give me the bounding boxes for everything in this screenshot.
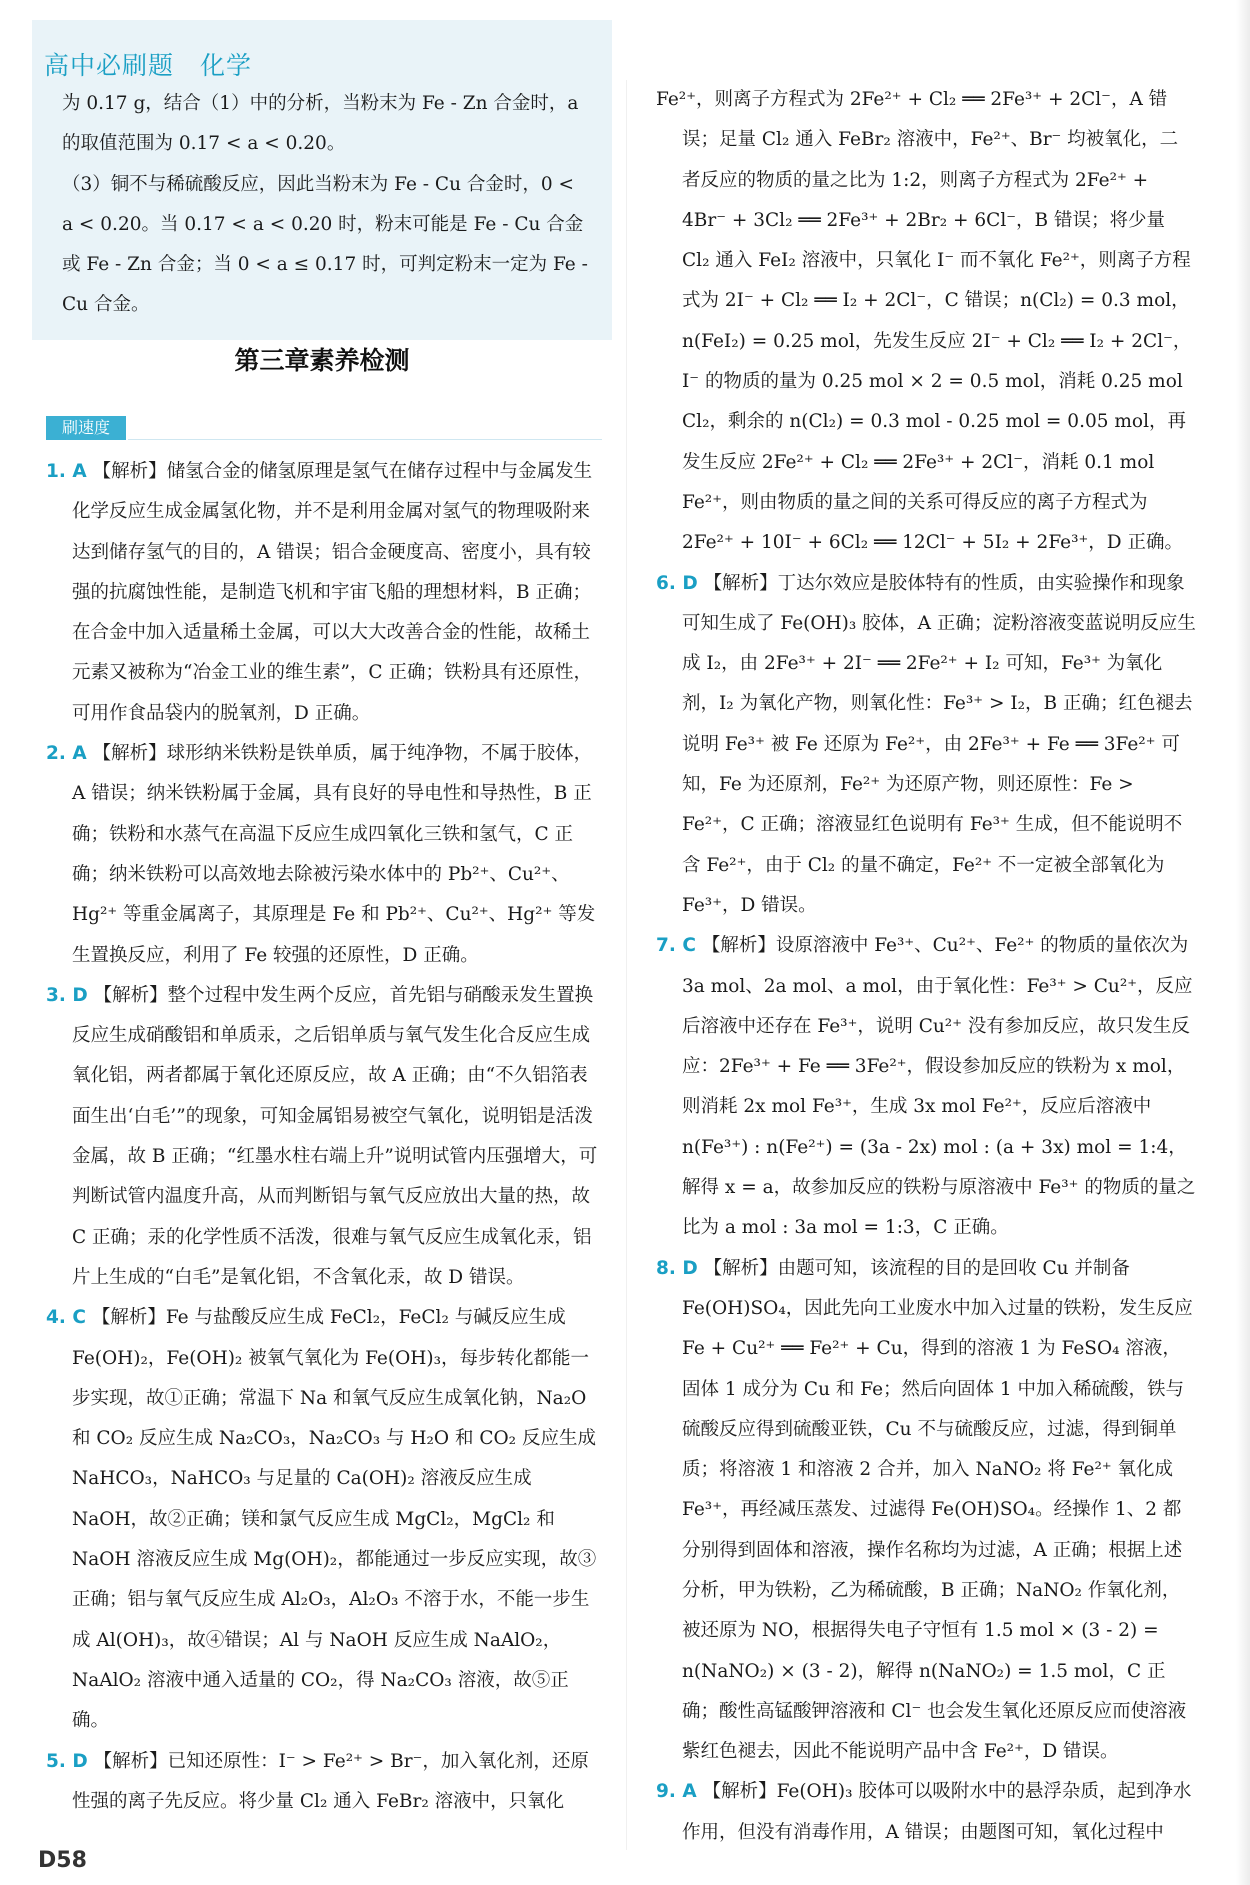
answer-item-7 [656,926,1196,1248]
right-column [656,80,1196,1853]
answer-number: 5. D [46,1750,88,1772]
text-line: 的取值范围为 0.17 < a < 0.20。 [62,133,346,155]
answer-number: 3. D [46,984,88,1006]
answer-text: 【解析】储氢合金的储氢原理是氢气在储存过程中与金属发生化学反应生成金属氢化物，并不是利用金属对氢气的物理吸附来达到储存氢气的目的，A 错误；铝合金硬度高、密度小，具有较强的抗腐蚀性能，是制造飞机和宇宙飞船的理想材料，B 正确；在合金中加入适量稀土金属，可以大大改善合金的性能，故稀土元素又被称为“冶金工业的维生素”，C 正确；铁粉具有还原性，可用作食品袋内的脱氧剂，D 正确。 [72,461,593,724]
chapter-title: 第三章素养检测 [234,346,410,375]
answer-text: 【解析】Fe(OH)₃ 胶体可以吸附水中的悬浮杂质，起到净水作用，但没有消毒作用，A 错误；由题图可知，氧化过程中 [682,1781,1192,1843]
answer-text: 【解析】球形纳米铁粉是铁单质，属于纯净物，不属于胶体，A 错误；纳米铁粉属于金属，具有良好的导电性和导热性，B 正确；铁粉和水蒸气在高温下反应生成四氧化三铁和氢气，C 正确；纳米铁粉可以高效地去除被污染水体中的 Pb²⁺、Cu²⁺、Hg²⁺ 等重金属离子，其原理是 Fe 和 Pb²⁺、Cu²⁺、Hg²⁺ 等发生置换反应，利用了 Fe 较强的还原性，D 正确。 [72,743,596,966]
answer-item-4 [46,1298,602,1741]
answer-number: 9. A [656,1781,697,1803]
section-tag: 刷速度 [46,416,126,440]
answer-item-1 [46,452,602,734]
page-number: D58 [38,1848,87,1873]
text-line: 或 Fe - Zn 合金；当 0 < a ≤ 0.17 时，可判定粉末一定为 Fe - [62,254,588,276]
text-line: a < 0.20。当 0.17 < a < 0.20 时，粉末可能是 Fe - Cu 合金 [62,213,584,235]
answer-number: 2. A [46,743,87,765]
text-line: （3）铜不与稀硫酸反应，因此当粉末为 Fe - Cu 合金时，0 < [62,173,575,195]
answer-number: 6. D [656,572,698,594]
page-header-title: 高中必刷题 化学 [44,51,253,80]
left-column [46,452,602,1822]
answer-item-6 [656,564,1196,927]
answer-text: 【解析】丁达尔效应是胶体特有的性质，由实验操作和现象可知生成了 Fe(OH)₃ 胶体，A 正确；淀粉溶液变蓝说明反应生成 I₂，由 2Fe³⁺ + 2I⁻ ══ 2Fe²⁺ + I₂ 可知，Fe³⁺ 为氧化剂，I₂ 为氧化产物，则氧化性：Fe³⁺ > I₂，B 正确；红色褪去说明 Fe³⁺ 被 Fe 还原为 Fe²⁺，由 2Fe³⁺ + Fe ══ 3Fe²⁺ 可知，Fe 为还原剂，Fe²⁺ 为还原产物，则还原性：Fe > Fe²⁺，C 正确；溶液显红色说明有 Fe³⁺ 生成，但不能说明不含 Fe²⁺，由于 Cl₂ 的量不确定，Fe²⁺ 不一定被全部氧化为 Fe³⁺，D 错误。 [682,572,1196,916]
answer-item-3 [46,976,602,1298]
answer-number: 4. C [46,1307,86,1329]
column-divider [626,80,627,1850]
answer-text: 【解析】已知还原性：I⁻ > Fe²⁺ > Br⁻，加入氧化剂，还原性强的离子先反应。将少量 Cl₂ 通入 FeBr₂ 溶液中，只氧化 [72,1750,589,1812]
answer-number: 1. A [46,461,87,482]
answer-text: 【解析】由题可知，该流程的目的是回收 Cu 并制备 Fe(OH)SO₄，因此先向工业废水中加入过量的铁粉，发生反应 Fe + Cu²⁺ ══ Fe²⁺ + Cu，得到的溶液 1 为 FeSO₄ 溶液，固体 1 成分为 Cu 和 Fe；然后向固体 1 中加入稀硫酸，铁与硫酸反应得到硫酸亚铁，Cu 不与硫酸反应，过滤，得到铜单质；将溶液 1 和溶液 2 合并，加入 NaNO₂ 将 Fe²⁺ 氧化成 Fe³⁺，再经减压蒸发、过滤得 Fe(OH)SO₄。经操作 1、2 都分别得到固体和溶液，操作名称均为过滤，A 正确；根据上述分析，甲为铁粉，乙为稀硫酸，B 正确；NaNO₂ 作氧化剂，被还原为 NO，根据得失电子守恒有 1.5 mol × (3 - 2) = n(NaNO₂) × (3 - 2)，解得 n(NaNO₂) = 1.5 mol，C 正确；酸性高锰酸钾溶液和 Cl⁻ 也会发生氧化还原反应而使溶液紫红色褪去，因此不能说明产品中含 Fe²⁺，D 错误。 [682,1257,1193,1763]
section-divider [128,439,602,440]
answer-item-9 [656,1772,1196,1853]
text-line: Cu 合金。 [62,294,150,316]
answer-text: 【解析】整个过程中发生两个反应，首先铝与硝酸汞发生置换反应生成硝酸铝和单质汞，之后铝单质与氧气发生化合反应生成氧化铝，两者都属于氧化还原反应，故 A 正确；由“不久铝箔表面生出‘白毛’”的现象，可知金属铝易被空气氧化，说明铝是活泼金属，故 B 正确；“红墨水柱右端上升”说明试管内压强增大，可判断试管内温度升高，从而判断铝与氧气反应放出大量的热，故 C 正确；汞的化学性质不活泼，很难与氧气反应生成氧化汞，铝片上生成的“白毛”是氧化铝，不含氧化汞，故 D 错误。 [72,984,598,1288]
left-top-text [62,84,602,326]
text-line: 为 0.17 g，结合（1）中的分析，当粉末为 Fe - Zn 合金时，a [62,93,579,114]
answer-text: Fe²⁺，则离子方程式为 2Fe²⁺ + Cl₂ ══ 2Fe³⁺ + 2Cl⁻，A 错误；足量 Cl₂ 通入 FeBr₂ 溶液中，Fe²⁺、Br⁻ 均被氧化，二者反应的物质的量之比为 1:2，则离子方程式为 2Fe²⁺ + 4Br⁻ + 3Cl₂ ══ 2Fe³⁺ + 2Br₂ + 6Cl⁻，B 错误；将少量 Cl₂ 通入 FeI₂ 溶液中，只氧化 I⁻ 而不氧化 Fe²⁺，则离子方程式为 2I⁻ + Cl₂ ══ I₂ + 2Cl⁻，C 错误；n(Cl₂) = 0.3 mol，n(FeI₂) = 0.25 mol，先发生反应 2I⁻ + Cl₂ ══ I₂ + 2Cl⁻，I⁻ 的物质的量为 0.25 mol × 2 = 0.5 mol，消耗 0.25 mol Cl₂，剩余的 n(Cl₂) = 0.3 mol - 0.25 mol = 0.05 mol，再发生反应 2Fe²⁺ + Cl₂ ══ 2Fe³⁺ + 2Cl⁻，消耗 0.1 mol Fe²⁺，则由物质的量之间的关系可得反应的离子方程式为 2Fe²⁺ + 10I⁻ + 6Cl₂ ══ 12Cl⁻ + 5I₂ + 2Fe³⁺，D 正确。 [656,89,1192,554]
answer-number: 8. D [656,1257,698,1279]
answer-text: 【解析】设原溶液中 Fe³⁺、Cu²⁺、Fe²⁺ 的物质的量依次为 3a mol、2a mol、a mol，由于氧化性：Fe³⁺ > Cu²⁺，反应后溶液中还存在 Fe³⁺，说明 Cu²⁺ 没有参加反应，故只发生反应：2Fe³⁺ + Fe ══ 3Fe²⁺，假设参加反应的铁粉为 x mol，则消耗 2x mol Fe³⁺，生成 3x mol Fe²⁺，反应后溶液中 n(Fe³⁺) : n(Fe²⁺) = (3a - 2x) mol : (a + 3x) mol = 1:4，解得 x = a，故参加反应的铁粉与原溶液中 Fe³⁺ 的物质的量之比为 a mol : 3a mol = 1:3，C 正确。 [682,935,1196,1239]
answer-item-5 [46,1742,602,1823]
answer-text: 【解析】Fe 与盐酸反应生成 FeCl₂，FeCl₂ 与碱反应生成 Fe(OH)₂，Fe(OH)₂ 被氧气氧化为 Fe(OH)₃，每步转化都能一步实现，故①正确；常温下 Na 和氧气反应生成氧化钠，Na₂O 和 CO₂ 反应生成 Na₂CO₃，Na₂CO₃ 与 H₂O 和 CO₂ 反应生成 NaHCO₃，NaHCO₃ 与足量的 Ca(OH)₂ 溶液反应生成 NaOH，故②正确；镁和氯气反应生成 MgCl₂，MgCl₂ 和 NaOH 溶液反应生成 Mg(OH)₂，都能通过一步反应实现，故③正确；铝与氧气反应生成 Al₂O₃，Al₂O₃ 不溶于水，不能一步生成 Al(OH)₃，故④错误；Al 与 NaOH 反应生成 NaAlO₂，NaAlO₂ 溶液中通入适量的 CO₂，得 Na₂CO₃ 溶液，故⑤正确。 [72,1307,597,1732]
answer-item-8 [656,1249,1196,1773]
answer-item-2 [46,734,602,976]
answer-item-5-continued [656,80,1196,564]
answer-number: 7. C [656,935,696,957]
page-edge [1236,0,1250,1885]
